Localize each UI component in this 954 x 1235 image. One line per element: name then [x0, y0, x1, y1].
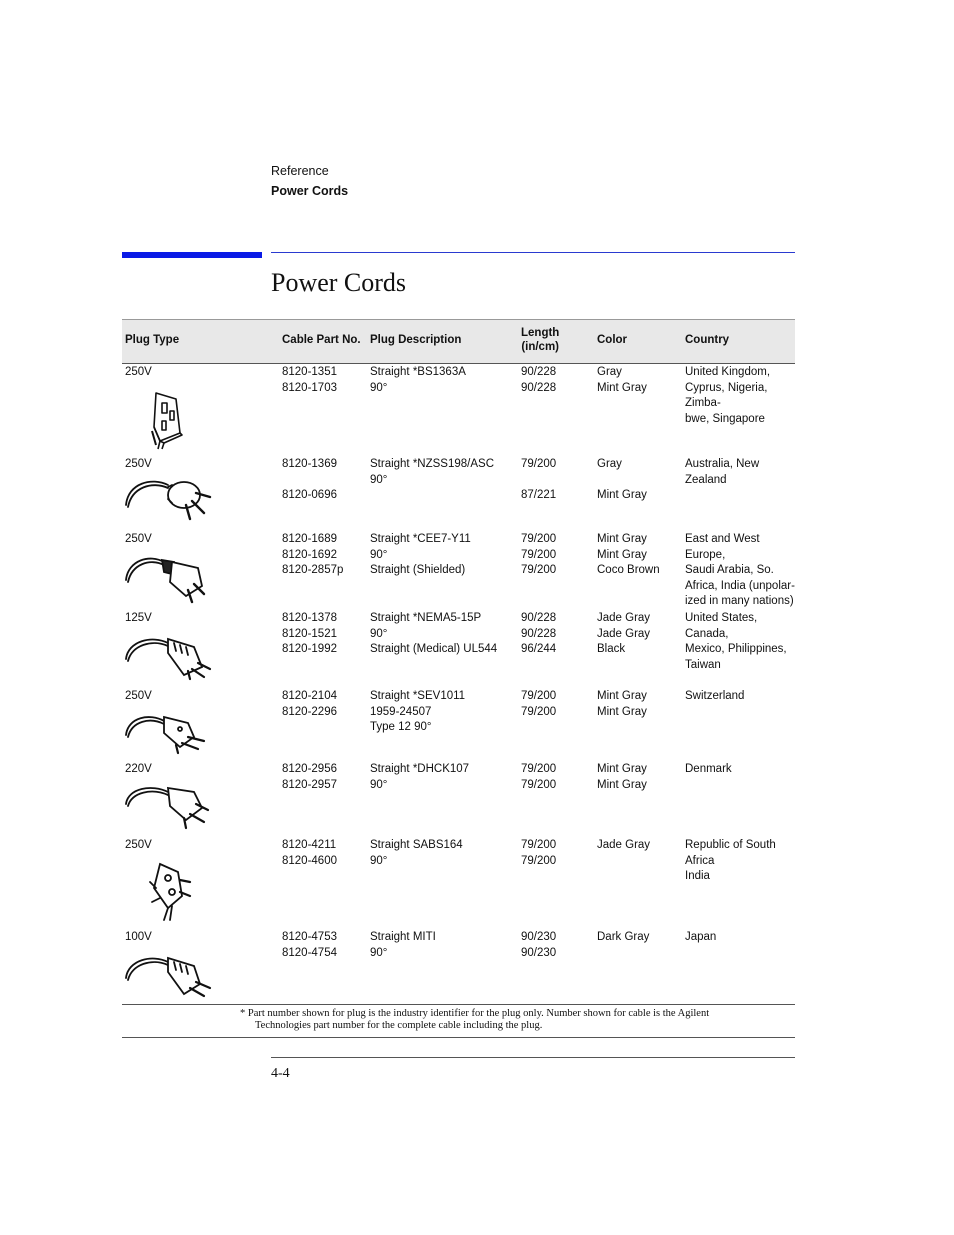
country: Australia, New Zealand [685, 458, 760, 486]
section-accent-bar [122, 252, 262, 258]
plug-description: Straight *SEV1011 1959-24507 Type 12 90° [370, 690, 466, 733]
footnote-line-1: * Part number shown for plug is the industry identifier for the plug only. Number shown for cable is the Agilent [240, 1008, 710, 1019]
cable-part-numbers: 8120-1369 8120-0696 [282, 458, 337, 501]
table-row [122, 762, 795, 834]
cable-color: Gray Mint Gray [597, 366, 647, 394]
cable-length: 90/228 90/228 96/244 [521, 612, 557, 655]
uk-bs1363-plug-icon [124, 387, 194, 451]
cable-part-numbers: 8120-4753 8120-4754 [282, 931, 337, 959]
table-row [122, 689, 795, 761]
table-row [122, 930, 795, 1002]
cable-part-numbers: 8120-1378 8120-1521 8120-1992 [282, 612, 337, 655]
cable-part-numbers: 8120-2104 8120-2296 [282, 690, 337, 718]
japan-plug-icon [124, 952, 220, 1000]
plug-type: 125V [125, 612, 152, 624]
header-subsection: Power Cords [271, 184, 349, 198]
country: Switzerland [685, 690, 745, 702]
plug-description: Straight *CEE7-Y11 90° Straight (Shielded) [370, 533, 471, 576]
australia-plug-icon [124, 473, 220, 525]
header-section: Reference [271, 164, 329, 178]
cable-color: Mint Gray Mint Gray [597, 690, 647, 718]
page-number: 4-4 [271, 1066, 290, 1081]
cable-color: Mint Gray Mint Gray [597, 763, 647, 791]
nema-5-15p-plug-icon [124, 633, 220, 681]
column-header-country: Country [685, 334, 730, 346]
south-africa-plug-icon [124, 858, 204, 922]
cable-color: Jade Gray [597, 839, 651, 851]
column-header-plug-type: Plug Type [125, 334, 180, 346]
cable-part-numbers: 8120-1689 8120-1692 8120-2857p [282, 533, 344, 576]
cable-length: 79/200 79/200 79/200 [521, 533, 557, 576]
plug-type: 250V [125, 839, 152, 851]
plug-description: Straight SABS164 90° [370, 839, 463, 867]
cable-color: Mint Gray Mint Gray Coco Brown [597, 533, 660, 576]
footer-rule [271, 1057, 795, 1058]
plug-type: 250V [125, 533, 152, 545]
cable-part-numbers: 8120-4211 8120-4600 [282, 839, 337, 867]
plug-type: 250V [125, 366, 152, 378]
column-header-description: Plug Description [370, 334, 462, 346]
cable-length: 79/200 87/221 [521, 458, 557, 501]
plug-type: 250V [125, 458, 152, 470]
cable-length: 90/228 90/228 [521, 366, 557, 394]
plug-description: Straight *BS1363A 90° [370, 366, 466, 394]
column-header-color: Color [597, 334, 628, 346]
table-bottom-rule [122, 1004, 795, 1005]
table-row [122, 838, 795, 930]
plug-description: Straight *DHCK107 90° [370, 763, 470, 791]
plug-description: Straight *NEMA5-15P 90° Straight (Medical) UL544 [370, 612, 498, 655]
country: Republic of South Africa India [685, 839, 776, 882]
table-row [122, 611, 795, 687]
running-header [271, 161, 348, 201]
cable-part-numbers: 8120-1351 8120-1703 [282, 366, 337, 394]
table-row [122, 365, 795, 455]
plug-type: 250V [125, 690, 152, 702]
country: United Kingdom, Cyprus, Nigeria, Zimba- bwe, Singapore [685, 366, 771, 425]
column-header-length: Length (in/cm) [521, 327, 560, 353]
country: Japan [685, 931, 717, 943]
swiss-plug-icon [124, 711, 220, 755]
cable-color: Jade Gray Jade Gray Black [597, 612, 651, 655]
cable-length: 79/200 79/200 [521, 690, 557, 718]
footnote-rule [122, 1037, 795, 1038]
table-row [122, 457, 795, 529]
cable-length: 79/200 79/200 [521, 839, 557, 867]
country: Denmark [685, 763, 732, 775]
table-header [122, 319, 795, 364]
country: United States, Canada, Mexico, Philippines, Taiwan [685, 612, 787, 671]
cable-color: Gray Mint Gray [597, 458, 647, 501]
plug-type: 100V [125, 931, 152, 943]
footnote-line-2: Technologies part number for the complete cable including the plug. [255, 1020, 543, 1031]
column-header-cable-part: Cable Part No. [282, 334, 361, 346]
cable-length: 90/230 90/230 [521, 931, 557, 959]
schuko-plug-icon [124, 552, 220, 604]
country: East and West Europe, Saudi Arabia, So. Africa, India (unpolar- ized in many nations) [685, 533, 795, 607]
footnote [240, 1008, 780, 1032]
plug-type: 220V [125, 763, 152, 775]
danish-plug-icon [124, 782, 220, 830]
cable-color: Dark Gray [597, 931, 650, 943]
cable-length: 79/200 79/200 [521, 763, 557, 791]
page-title: Power Cords [271, 268, 407, 297]
plug-description: Straight MITI 90° [370, 931, 436, 959]
section-rule [271, 252, 795, 253]
table-row [122, 532, 795, 608]
plug-description: Straight *NZSS198/ASC 90° [370, 458, 495, 486]
cable-part-numbers: 8120-2956 8120-2957 [282, 763, 337, 791]
